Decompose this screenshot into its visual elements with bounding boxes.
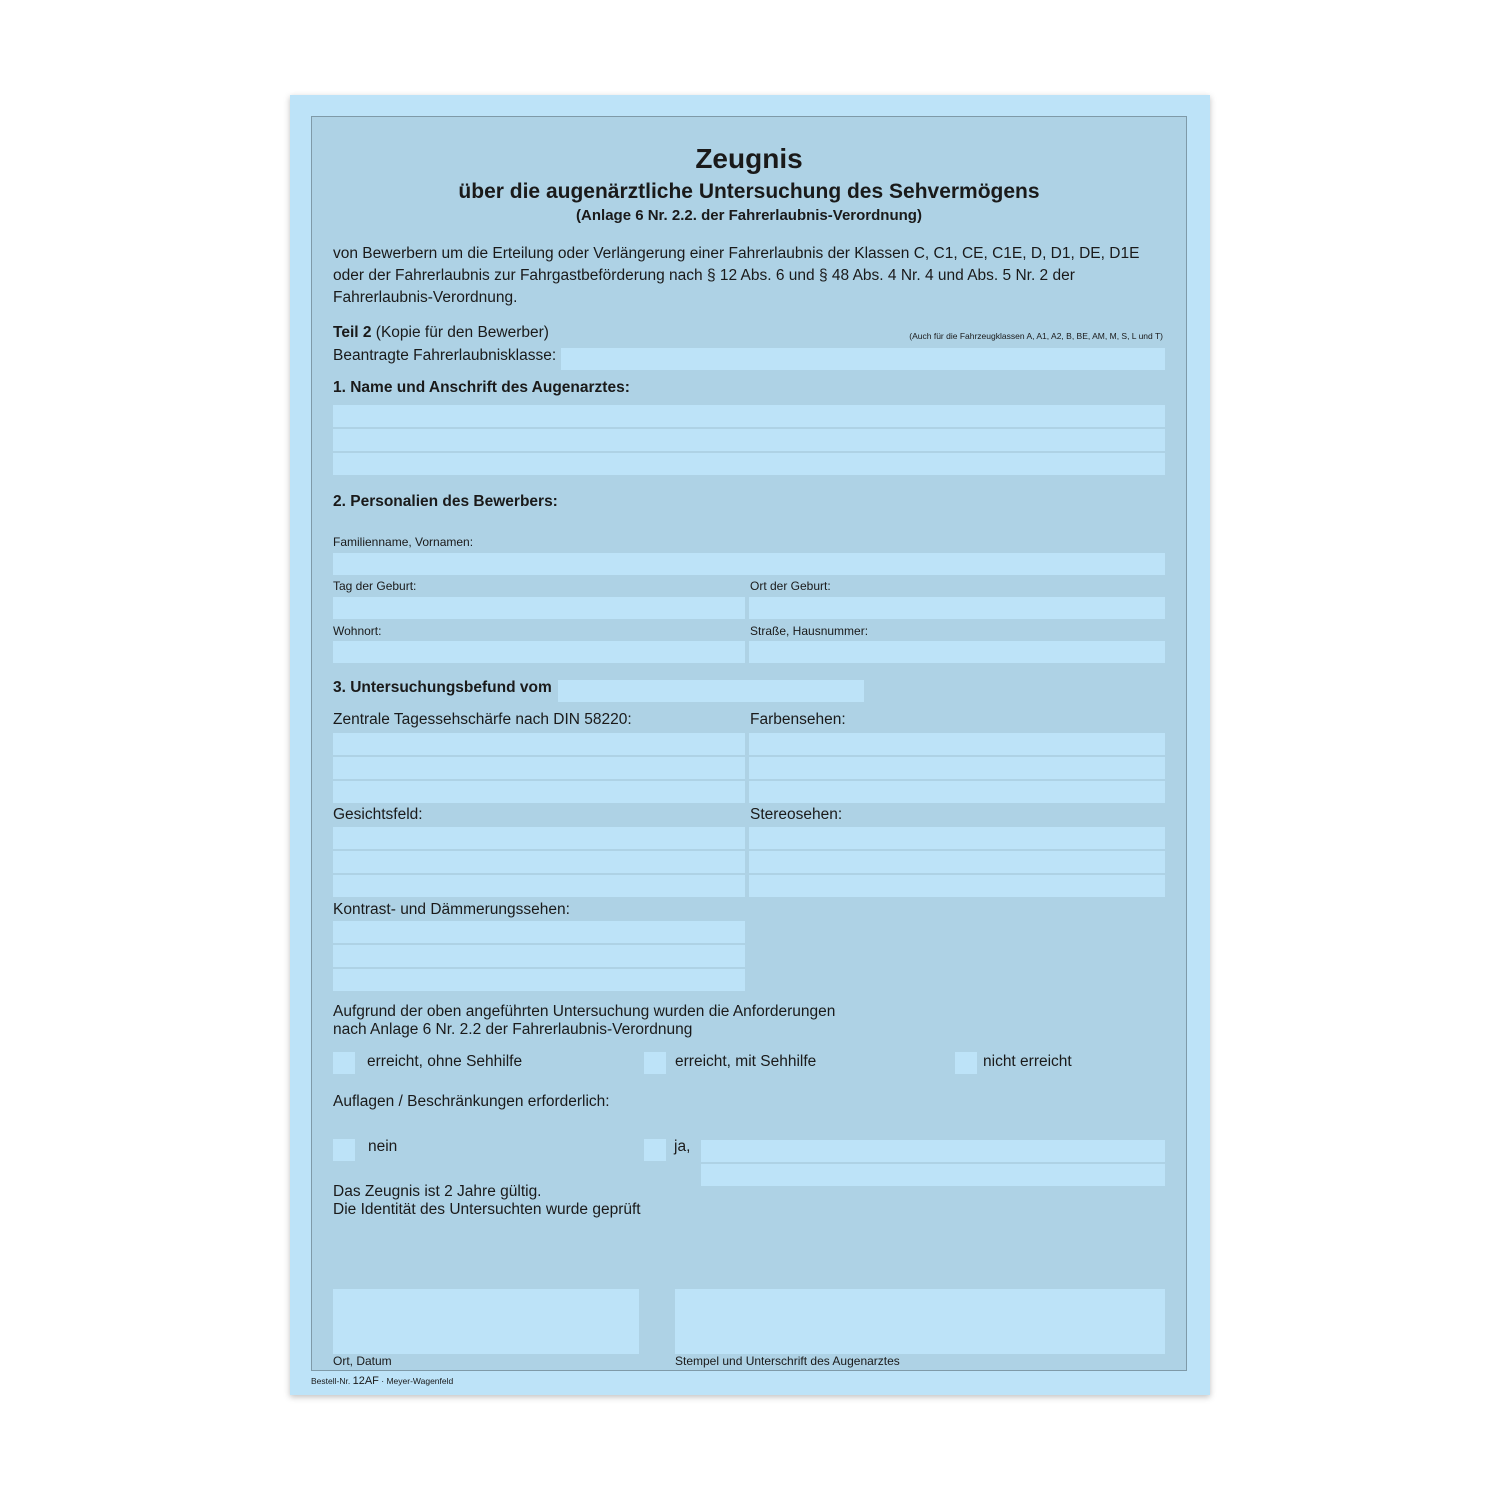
section3-heading: 3. Untersuchungsbefund vom <box>333 679 552 696</box>
kontrast-field-3[interactable] <box>333 969 745 991</box>
auflagen-field-2[interactable] <box>701 1164 1165 1186</box>
wohnort-label: Wohnort: <box>333 624 382 638</box>
wohnort-field[interactable] <box>333 641 745 663</box>
checkbox-nicht-erreicht[interactable] <box>955 1052 977 1074</box>
checkbox-mit-sehhilfe[interactable] <box>644 1052 666 1074</box>
option-ja: ja, <box>674 1138 691 1155</box>
kontrast-label: Kontrast- und Dämmerungssehen: <box>333 901 570 918</box>
befund-datum-field[interactable] <box>558 680 864 702</box>
form-title: Zeugnis <box>695 143 803 174</box>
teil-note: (Auch für die Fahrzeugklassen A, A1, A2, B, BE, AM, M, S, L und T) <box>909 331 1163 341</box>
strasse-field[interactable] <box>749 641 1165 663</box>
stereosehen-label: Stereosehen: <box>750 806 843 823</box>
option-nicht-erreicht: nicht erreicht <box>983 1053 1072 1070</box>
farbensehen-field-3[interactable] <box>749 781 1165 803</box>
order-prefix: Bestell-Nr. <box>311 1376 351 1386</box>
gueltig-line2: Die Identität des Untersuchten wurde geprüft <box>333 1201 641 1218</box>
gesichtsfeld-label: Gesichtsfeld: <box>333 806 423 823</box>
beantragte-field[interactable] <box>561 348 1165 370</box>
gesichtsfeld-field-1[interactable] <box>333 827 745 849</box>
augenarzt-field-1[interactable] <box>333 405 1165 427</box>
tagessehschaerfe-field-3[interactable] <box>333 781 745 803</box>
aufgrund-line2: nach Anlage 6 Nr. 2.2 der Fahrerlaubnis-Verordnung <box>333 1021 693 1038</box>
checkbox-ohne-sehhilfe[interactable] <box>333 1052 355 1074</box>
tagessehschaerfe-field-2[interactable] <box>333 757 745 779</box>
farbensehen-field-1[interactable] <box>749 733 1165 755</box>
gesichtsfeld-field-2[interactable] <box>333 851 745 873</box>
option-mit-sehhilfe: erreicht, mit Sehhilfe <box>675 1053 817 1070</box>
order-publisher: · Meyer-Wagenfeld <box>381 1376 454 1386</box>
section1-heading: 1. Name und Anschrift des Augenarztes: <box>333 379 630 396</box>
form-legal-reference: (Anlage 6 Nr. 2.2. der Fahrerlaubnis-Verordnung) <box>576 207 922 224</box>
section2-heading: 2. Personalien des Bewerbers: <box>333 493 558 510</box>
order-footer <box>311 1375 453 1387</box>
ort-geburt-label: Ort der Geburt: <box>750 579 831 593</box>
strasse-label: Straße, Hausnummer: <box>750 624 869 638</box>
augenarzt-field-2[interactable] <box>333 429 1165 451</box>
stereosehen-field-2[interactable] <box>749 851 1165 873</box>
ort-datum-label: Ort, Datum <box>333 1354 392 1368</box>
kontrast-field-1[interactable] <box>333 921 745 943</box>
order-number: 12AF <box>352 1375 379 1387</box>
tagessehschaerfe-label: Zentrale Tagessehschärfe nach DIN 58220: <box>333 711 632 728</box>
ort-geburt-field[interactable] <box>749 597 1165 619</box>
checkbox-nein[interactable] <box>333 1139 355 1161</box>
stempel-field[interactable] <box>675 1289 1165 1354</box>
option-ohne-sehhilfe: erreicht, ohne Sehhilfe <box>367 1053 523 1070</box>
familienname-field[interactable] <box>333 553 1165 575</box>
aufgrund-line1: Aufgrund der oben angeführten Untersuchung wurden die Anforderungen <box>333 1003 836 1020</box>
farbensehen-label: Farbensehen: <box>750 711 846 728</box>
form-subtitle: über die augenärztliche Untersuchung des Sehvermögens <box>458 180 1040 203</box>
teil-bold: Teil 2 <box>333 324 372 341</box>
familienname-label: Familienname, Vornamen: <box>333 535 474 549</box>
kontrast-field-2[interactable] <box>333 945 745 967</box>
teil-heading <box>333 324 549 342</box>
intro-text: von Bewerbern um die Erteilung oder Verlängerung einer Fahrerlaubnis der Klassen C, C1, CE, C1E, D, D1, DE, D1E oder der Fahrerlaubnis zur Fahrgastbeförderung nach § 12 Abs. 6 und § 48 Abs. 4 Nr. 4 und Abs. 5 Nr. 2 der Fahrerlaubnis-Verordnung. <box>333 245 1140 306</box>
farbensehen-field-2[interactable] <box>749 757 1165 779</box>
teil-rest: (Kopie für den Bewerber) <box>375 324 549 341</box>
stereosehen-field-3[interactable] <box>749 875 1165 897</box>
tag-geburt-label: Tag der Geburt: <box>333 579 417 593</box>
tagessehschaerfe-field-1[interactable] <box>333 733 745 755</box>
gesichtsfeld-field-3[interactable] <box>333 875 745 897</box>
stempel-label: Stempel und Unterschrift des Augenarztes <box>675 1354 900 1368</box>
stereosehen-field-1[interactable] <box>749 827 1165 849</box>
tag-geburt-field[interactable] <box>333 597 745 619</box>
augenarzt-field-3[interactable] <box>333 453 1165 475</box>
gueltig-line1: Das Zeugnis ist 2 Jahre gültig. <box>333 1183 542 1200</box>
auflagen-field-1[interactable] <box>701 1140 1165 1162</box>
checkbox-ja[interactable] <box>644 1139 666 1161</box>
option-nein: nein <box>368 1138 398 1155</box>
auflagen-label: Auflagen / Beschränkungen erforderlich: <box>333 1093 610 1110</box>
ort-datum-field[interactable] <box>333 1289 639 1354</box>
beantragte-label: Beantragte Fahrerlaubnisklasse: <box>333 347 557 364</box>
